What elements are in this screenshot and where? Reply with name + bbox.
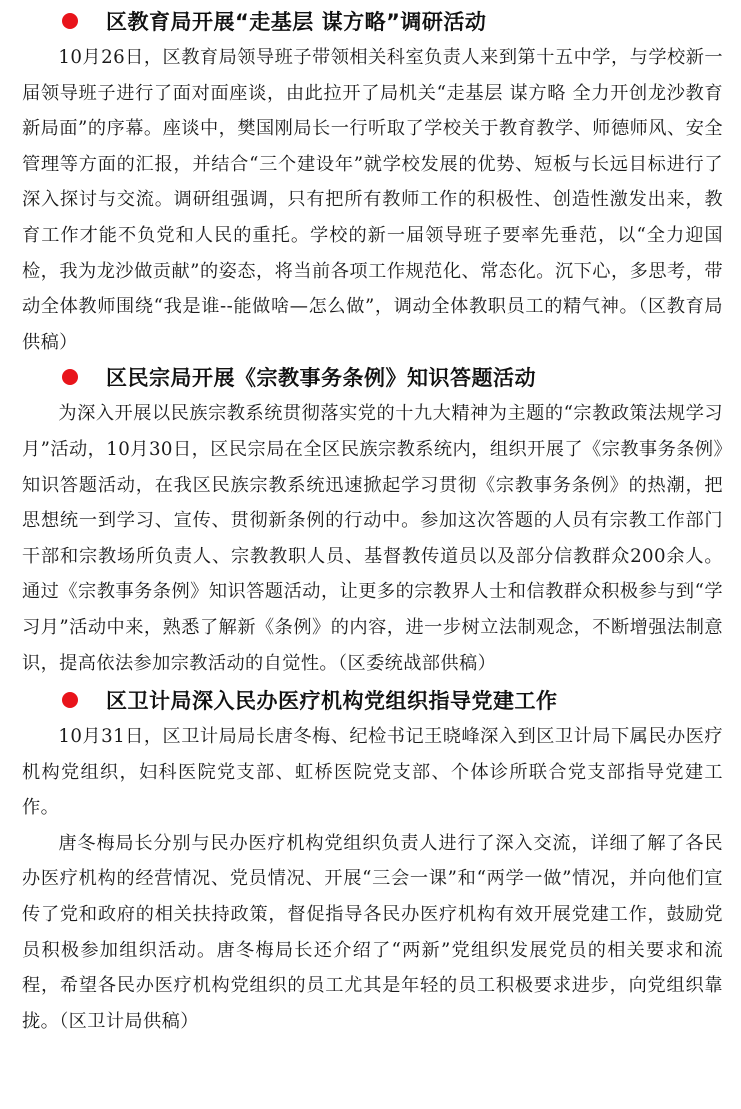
section-paragraph: 10月31日，区卫计局局长唐冬梅、纪检书记王晓峰深入到区卫计局下属民办医疗机构党组织，妇科医院党支部、虹桥医院党支部、个体诊所联合党支部指导党建工作。 (22, 726, 723, 819)
section-heading (0, 2, 741, 40)
section-paragraph: 为深入开展以民族宗教系统贯彻落实党的十九大精神为主题的“宗教政策法规学习月”活动，10月30日，区民宗局在全区民族宗教系统内，组织开展了《宗教事务条例》知识答题活动，在我区民族宗教系统迅速掀起学习贯彻《宗教事务条例》的热潮，把思想统一到学习、宣传、贯彻新条例的行动中。参加这次答题的人员有宗教工作部门干部和宗教场所负责人、宗教教职人员、基督教传道员以及部分信教群众200余人。通过《宗教事务条例》知识答题活动，让更多的宗教界人士和信教群众积极参与到“学习月”活动中来，熟悉了解新《条例》的内容，进一步树立法制观念，不断增强法制意识，提高依法参加宗教活动的自觉性。（区委统战部供稿） (22, 403, 723, 674)
news-item-religion (0, 358, 741, 681)
section-heading (0, 681, 741, 719)
section-heading (0, 358, 741, 396)
news-item-education (0, 2, 741, 360)
section-title: 区民宗局开展《宗教事务条例》知识答题活动 (106, 366, 536, 391)
red-bullet-icon (62, 692, 78, 708)
section-paragraph: 10月26日，区教育局领导班子带领相关科室负责人来到第十五中学，与学校新一届领导班子进行了面对面座谈，由此拉开了局机关“走基层 谋方略 全力开创龙沙教育新局面”的序幕。座谈中，樊国刚局长一行听取了学校关于教育教学、师德师风、安全管理等方面的汇报，并结合“三个建设年”就学校发展的优势、短板与长远目标进行了深入探讨与交流。调研组强调，只有把所有教师工作的积极性、创造性激发出来，教育工作才能不负党和人民的重托。学校的新一届领导班子要率先垂范，以“全力迎国检，我为龙沙做贡献”的姿态，将当前各项工作规范化、常态化。沉下心，多思考，带动全体教师围绕“我是谁--能做啥—怎么做”，调动全体教职员工的精气神。（区教育局供稿） (22, 47, 723, 353)
red-bullet-icon (62, 369, 78, 385)
red-bullet-icon (62, 13, 78, 29)
news-item-health (0, 681, 741, 1039)
section-title: 区卫计局深入民办医疗机构党组织指导党建工作 (106, 689, 558, 714)
section-paragraph: 唐冬梅局长分别与民办医疗机构党组织负责人进行了深入交流，详细了解了各民办医疗机构的经营情况、党员情况、开展“三会一课”和“两学一做”情况，并向他们宣传了党和政府的相关扶持政策，督促指导各民办医疗机构有效开展党建工作，鼓励党员积极参加组织活动。唐冬梅局长还介绍了“两新”党组织发展党员的相关要求和流程，希望各民办医疗机构党组织的员工尤其是年轻的员工积极要求进步，向党组织靠拢。（区卫计局供稿） (22, 832, 723, 1032)
section-title: 区教育局开展“走基层 谋方略”调研活动 (106, 10, 487, 34)
